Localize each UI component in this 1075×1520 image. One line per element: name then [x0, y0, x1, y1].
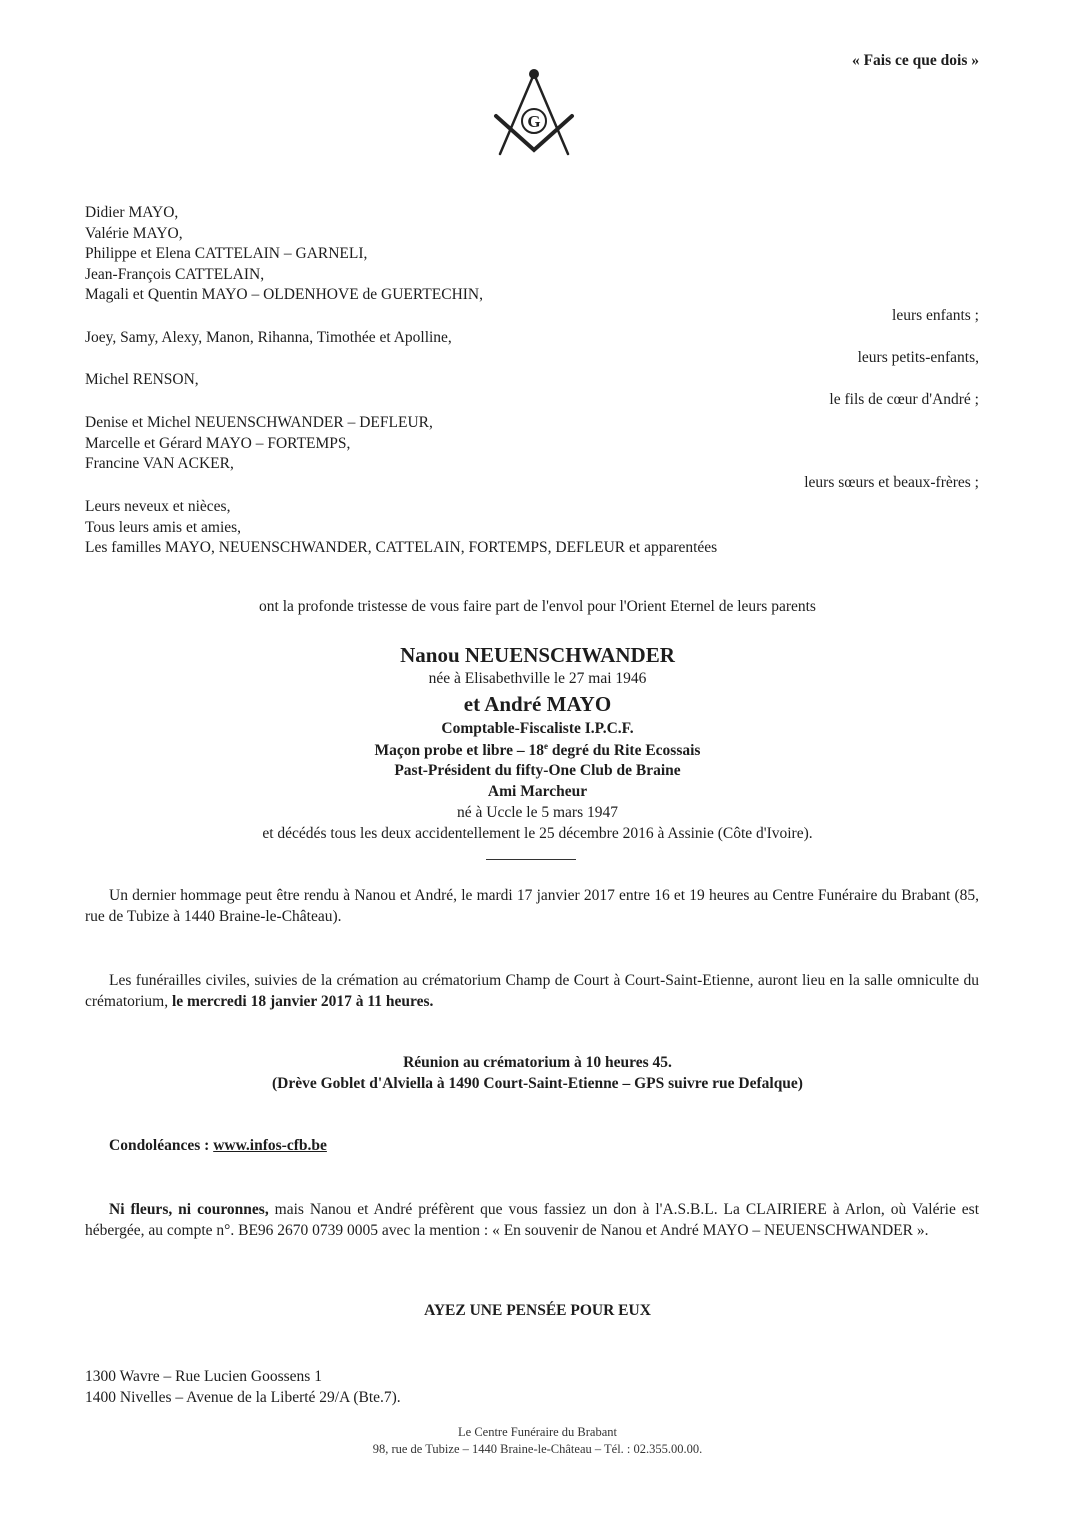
grandchildren-relation: leurs petits-enfants, — [857, 349, 979, 366]
others-list — [85, 497, 717, 559]
child-name: Valérie MAYO, — [85, 224, 183, 242]
deceased-2-title: Comptable-Fiscaliste I.P.C.F. — [441, 720, 634, 737]
addresses — [85, 1366, 401, 1408]
child-name: Philippe et Elena CATTELAIN – GARNELI, — [85, 245, 368, 262]
condoleances-link[interactable]: www.infos-cfb.be — [213, 1137, 327, 1154]
children-list — [85, 203, 483, 306]
children-relation: leurs enfants ; — [892, 307, 979, 324]
flowers-paragraph: Ni fleurs, ni couronnes, mais Nanou et André préfèrent que vous fassiez un don à l'A.S.B.L. La CLAIRIERE à Arlon, où Valérie est hébergée, au compte n°. BE96 2670 0739 0005 avec la mention : « En souvenir de Nanou et André MAYO – NEUENSCHWANDER ». — [85, 1201, 980, 1239]
funerailles-paragraph: Les funérailles civiles, suivies de la crémation au crématorium Champ de Court à Court-Saint-Etienne, auront lieu en la salle omniculte du crématorium, le mercredi 18 janvier 2017 à 11 heures. — [85, 972, 979, 1010]
heart-son-name: Michel RENSON, — [85, 371, 199, 388]
footer-line: 98, rue de Tubize – 1440 Braine-le-Château – Tél. : 02.355.00.00. — [372, 1442, 703, 1456]
motto: « Fais ce que dois » — [851, 52, 979, 69]
deceased-1-birth: née à Elisabethville le 27 mai 1946 — [428, 670, 647, 687]
sibling-name: Marcelle et Gérard MAYO – FORTEMPS, — [85, 434, 351, 452]
child-name: Jean-François CATTELAIN, — [85, 265, 265, 283]
footer-line: Le Centre Funéraire du Brabant — [458, 1425, 617, 1439]
reunion-line: Réunion au crématorium à 10 heures 45. — [403, 1054, 672, 1071]
others-line: Tous leurs amis et amies, — [85, 518, 242, 536]
directions-line: (Drève Goblet d'Alviella à 1490 Court-Saint-Etienne – GPS suivre rue Defalque) — [272, 1075, 803, 1092]
separator-rule — [486, 859, 576, 860]
siblings-relation: leurs sœurs et beaux-frères ; — [804, 474, 979, 491]
announcement: ont la profonde tristesse de vous faire part de l'envol pour l'Orient Eternel de leurs parents — [259, 598, 816, 615]
others-line: Leurs neveux et nièces, — [85, 498, 231, 515]
square-and-compass-icon — [492, 66, 576, 160]
address-line: 1400 Nivelles – Avenue de la Liberté 29/A (Bte.7). — [85, 1389, 401, 1406]
deceased-2-title: Past-Président du fifty-One Club de Braine — [394, 762, 681, 779]
child-name: Didier MAYO, — [85, 204, 179, 221]
deceased-2-name: et André MAYO — [463, 692, 612, 716]
sibling-name: Francine VAN ACKER, — [85, 455, 234, 472]
address-line: 1300 Wavre – Rue Lucien Goossens 1 — [85, 1368, 322, 1385]
child-name: Magali et Quentin MAYO – OLDENHOVE de GUERTECHIN, — [85, 286, 483, 303]
sibling-name: Denise et Michel NEUENSCHWANDER – DEFLEUR, — [85, 414, 433, 431]
hommage-paragraph: Un dernier hommage peut être rendu à Nanou et André, le mardi 17 janvier 2017 entre 16 et 19 heures au Centre Funéraire du Brabant (85, rue de Tubize à 1440 Braine-le-Château). — [85, 887, 979, 925]
emblem-letter: G — [527, 112, 541, 131]
others-line: Les familles MAYO, NEUENSCHWANDER, CATTELAIN, FORTEMPS, DEFLEUR et apparentées — [85, 539, 718, 556]
closing-line: AYEZ UNE PENSÉE POUR EUX — [424, 1302, 651, 1319]
footer — [0, 1424, 1075, 1458]
deceased-2-birth: né à Uccle le 5 mars 1947 — [457, 804, 618, 821]
siblings-list — [85, 413, 433, 475]
deaths-statement: et décédés tous les deux accidentellement le 25 décembre 2016 à Assinie (Côte d'Ivoire). — [262, 825, 813, 842]
deceased-1-name: Nanou NEUENSCHWANDER — [400, 643, 675, 667]
grandchildren-names: Joey, Samy, Alexy, Manon, Rihanna, Timothée et Apolline, — [85, 329, 452, 346]
heart-son-relation: le fils de cœur d'André ; — [829, 391, 979, 408]
condoleances-line: Condoléances : www.infos-cfb.be — [109, 1137, 327, 1154]
deceased-2-title: Maçon probe et libre – 18e degré du Rite Ecossais — [374, 741, 701, 760]
deceased-2-title: Ami Marcheur — [487, 783, 588, 800]
